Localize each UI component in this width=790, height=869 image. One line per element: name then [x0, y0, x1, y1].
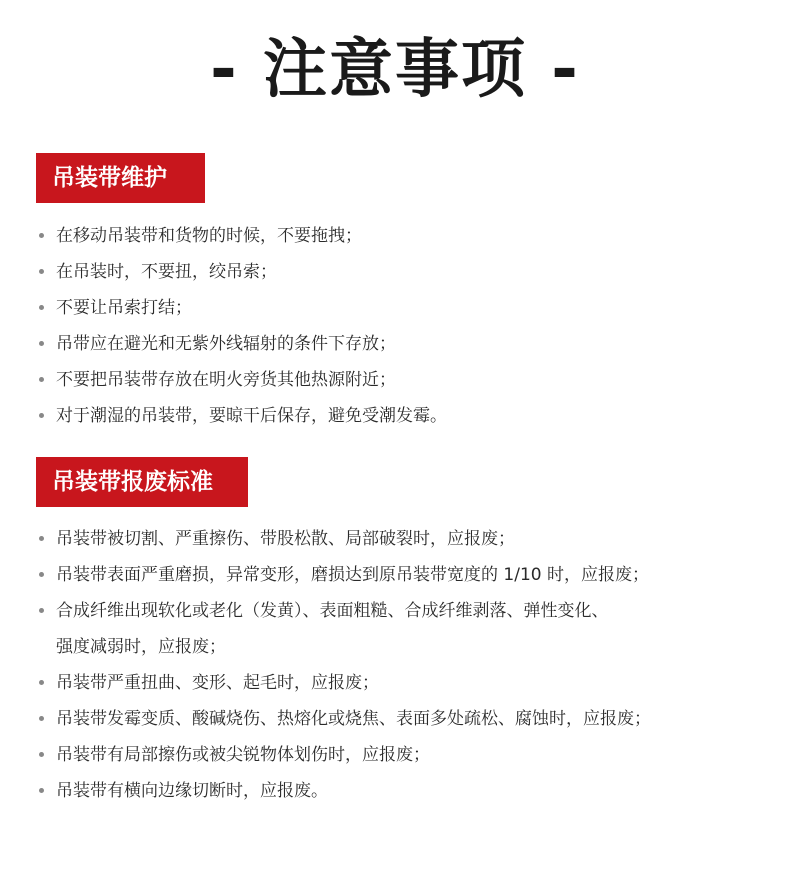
list-item-text: 对于潮湿的吊装带，要晾干后保存，避免受潮发霉。 [56, 406, 447, 426]
list-item [36, 290, 776, 326]
list-item-text: 吊装带发霉变质、酸碱烧伤、热熔化或烧焦、表面多处疏松、腐蚀时，应报废； [56, 709, 651, 729]
bullet-dot-icon [39, 608, 44, 613]
list-item-text: 吊装带严重扭曲、变形、起毛时，应报废； [56, 673, 379, 693]
list-item [36, 521, 776, 557]
section-heading-scrap-criteria: 吊装带报废标准 [36, 457, 248, 507]
maintenance-list [36, 218, 776, 434]
list-item [36, 701, 776, 737]
bullet-dot-icon [39, 233, 44, 238]
list-item [36, 773, 776, 809]
list-item-text-continuation: 强度减弱时，应报废； [56, 637, 226, 657]
list-item-text: 吊装带表面严重磨损，异常变形，磨损达到原吊装带宽度的 1/10 时，应报废； [56, 565, 649, 585]
bullet-dot-icon [39, 269, 44, 274]
list-item-text: 不要把吊装带存放在明火旁货其他热源附近； [56, 370, 396, 390]
page-title: - 注意事项 - [210, 33, 580, 107]
bullet-dot-icon [39, 788, 44, 793]
list-item [36, 398, 776, 434]
bullet-dot-icon [39, 305, 44, 310]
list-item [36, 254, 776, 290]
list-item [36, 218, 776, 254]
list-item-text: 吊装带被切割、严重擦伤、带股松散、局部破裂时，应报废； [56, 529, 515, 549]
list-item-text: 在吊装时，不要扭，绞吊索； [56, 262, 277, 282]
list-item [36, 737, 776, 773]
list-item [36, 665, 776, 701]
list-item-text: 吊装带有横向边缘切断时，应报废。 [56, 781, 328, 801]
bullet-dot-icon [39, 752, 44, 757]
list-item-text: 合成纤维出现软化或老化（发黄）、表面粗糙、合成纤维剥落、弹性变化、 [56, 601, 609, 621]
list-item [36, 326, 776, 362]
list-item [36, 362, 776, 398]
bullet-dot-icon [39, 716, 44, 721]
list-item [36, 593, 776, 665]
bullet-dot-icon [39, 377, 44, 382]
scrap-criteria-list [36, 521, 776, 809]
bullet-dot-icon [39, 572, 44, 577]
bullet-dot-icon [39, 341, 44, 346]
list-item-text: 在移动吊装带和货物的时候，不要拖拽； [56, 226, 362, 246]
list-item-text: 吊装带有局部擦伤或被尖锐物体划伤时，应报废； [56, 745, 430, 765]
list-item-text: 吊带应在避光和无紫外线辐射的条件下存放； [56, 334, 396, 354]
bullet-dot-icon [39, 536, 44, 541]
bullet-dot-icon [39, 680, 44, 685]
list-item-text: 不要让吊索打结； [56, 298, 192, 318]
list-item [36, 557, 776, 593]
bullet-dot-icon [39, 413, 44, 418]
section-heading-maintenance: 吊装带维护 [36, 153, 205, 203]
